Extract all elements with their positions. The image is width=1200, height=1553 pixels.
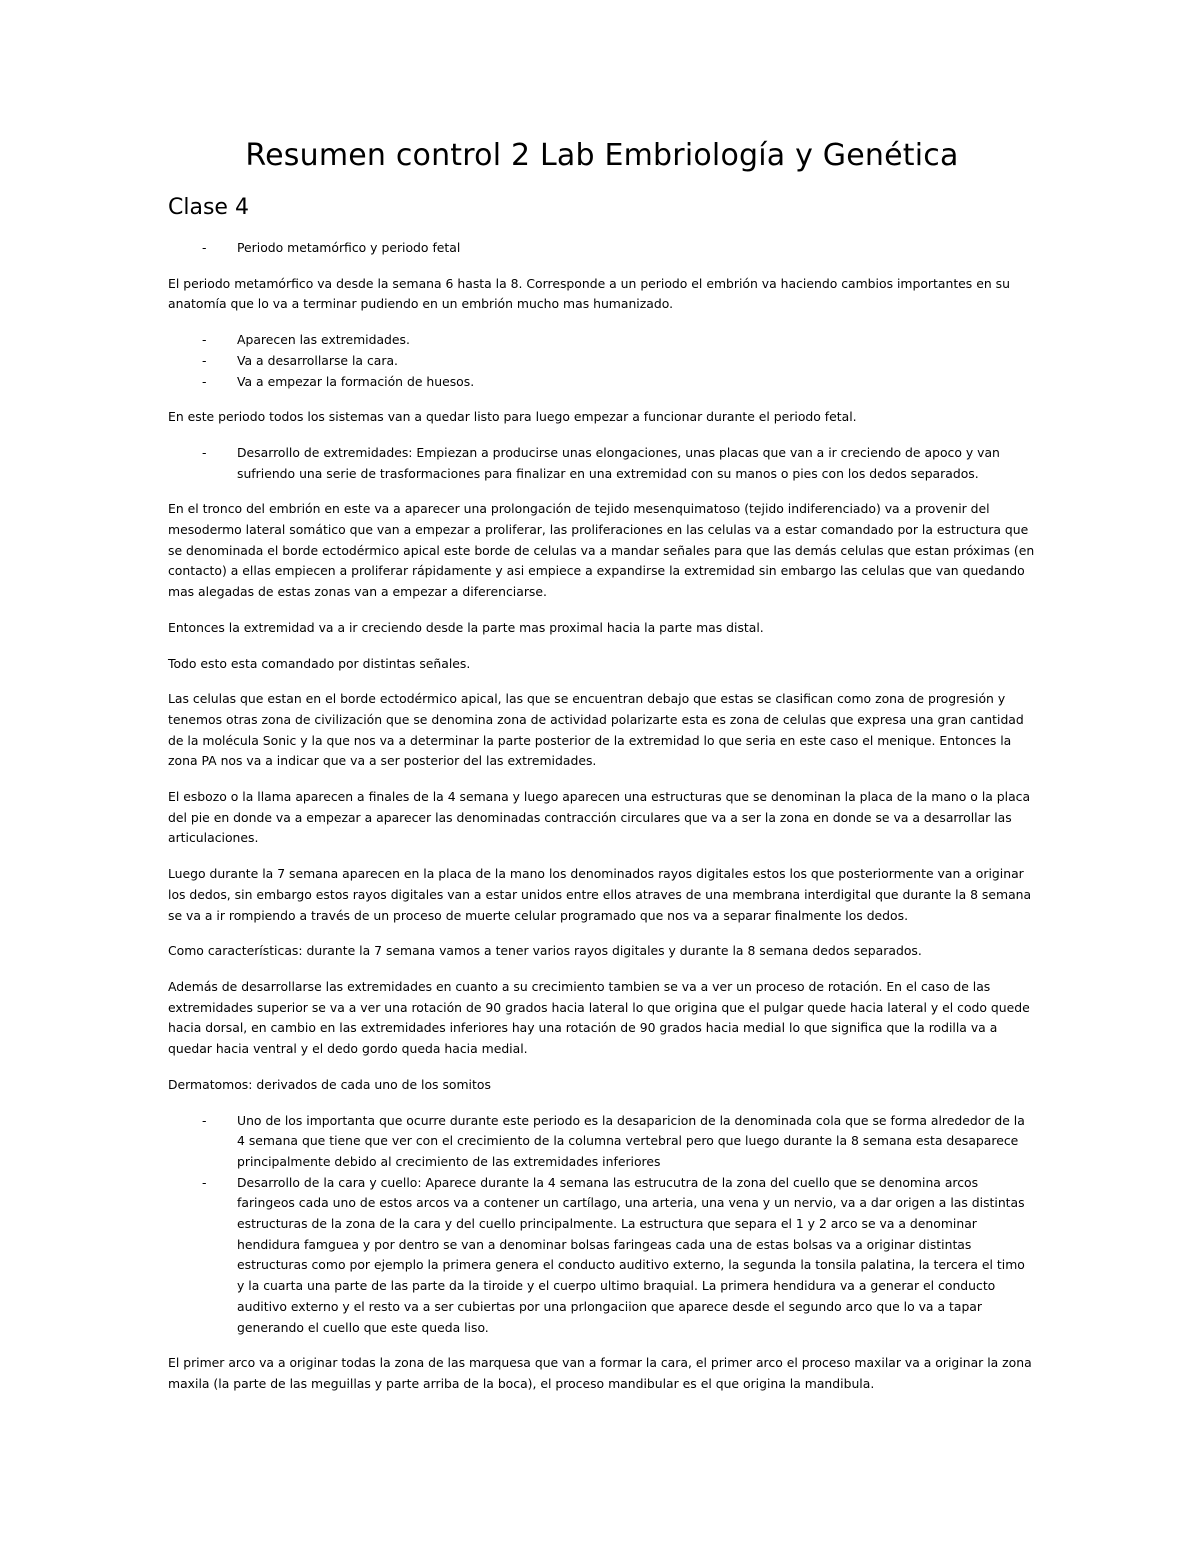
bullet-dash: -: [202, 373, 207, 389]
list-item-text: Desarrollo de extremidades: Empiezan a producirse unas elongaciones, unas placas que van a ir creciendo de apoco y van sufriendo una serie de trasformaciones para finalizar en una extremidad con su manos o pies con los dedos separados.: [237, 444, 1000, 481]
paragraph: Luego durante la 7 semana aparecen en la placa de la mano los denominados rayos digitales estos los que posteriormente van a originar los dedos, sin embargo estos rayos digitales van a estar unidos entre ellos atraves de una membrana interdigital que durante la 8 semana se va a ir rompiendo a través de un proceso de muerte celular programado que nos va a separar finalmente los dedos.: [168, 866, 1032, 923]
paragraph: Todo esto esta comandado por distintas señales.: [168, 655, 471, 671]
bullet-list: [168, 443, 1036, 484]
list-item-text: Va a desarrollarse la cara.: [237, 352, 398, 368]
paragraph: Como características: durante la 7 semana vamos a tener varios rayos digitales y durante la 8 semana dedos separados.: [168, 943, 922, 959]
bullet-dash: -: [202, 1174, 207, 1190]
list-item-text: Periodo metamórfico y periodo fetal: [237, 240, 461, 255]
paragraph: En este periodo todos los sistemas van a quedar listo para luego empezar a funcionar durante el periodo fetal.: [168, 409, 857, 425]
list-item: [168, 1173, 1036, 1339]
list-item-text: Uno de los importanta que ocurre durante este periodo es la desaparicion de la denominada cola que se forma alrededor de la 4 semana que tiene que ver con el crecimiento de la columna vertebral pero que luego durante la 8 semana esta desaparece principalmente debido al crecimiento de las extremidades inferiores: [237, 1112, 1025, 1169]
section-heading: Clase 4: [168, 195, 249, 220]
list-item: [168, 351, 1036, 372]
list-item-text: Va a empezar la formación de huesos.: [237, 373, 475, 389]
bullet-list: [168, 330, 1036, 392]
bullet-dash: -: [202, 332, 207, 348]
list-item: [168, 372, 1036, 393]
paragraph: Entonces la extremidad va a ir creciendo desde la parte mas proximal hacia la parte mas distal.: [168, 619, 764, 635]
paragraph: En el tronco del embrión en este va a aparecer una prolongación de tejido mesenquimatoso (tejido indiferenciado) va a provenir del mesodermo lateral somático que van a empezar a proliferar, las proliferaciones en las celulas va a estar comandado por la estructura que se denominada el borde ectodérmico apical este borde de celulas va a mandar señales para que las demás celulas que estan próximas (en contacto) a ellas empiecen a proliferar rápidamente y asi empiece a expandirse la extremidad sin embargo las celulas que van quedando mas alegadas de estas zonas van a empezar a diferenciarse.: [168, 501, 1035, 600]
bullet-dash: -: [202, 240, 207, 255]
list-item: [168, 443, 1036, 484]
document-title: Resumen control 2 Lab Embriología y Genética: [245, 138, 959, 173]
list-item: [168, 1111, 1036, 1173]
paragraph: El esbozo o la llama aparecen a finales de la 4 semana y luego aparecen una estructuras que se denominan la placa de la mano o la placa del pie en donde va a empezar a aparecer las denominadas contracción circulares que va a ser la zona en donde se va a desarrollar las articulaciones.: [168, 789, 1031, 846]
paragraph: El periodo metamórfico va desde la semana 6 hasta la 8. Corresponde a un periodo el embrión va haciendo cambios importantes en su anatomía que lo va a terminar pudiendo en un embrión mucho mas humanizado.: [168, 275, 1010, 312]
bullet-list: [168, 1111, 1036, 1339]
bullet-dash: -: [202, 444, 207, 460]
bullet-dash: -: [202, 1112, 207, 1128]
bullet-dash: -: [202, 352, 207, 368]
document-body: [168, 238, 1036, 1410]
list-item-text: Desarrollo de la cara y cuello: Aparece durante la 4 semana las estrucutra de la zona del cuello que se denomina arcos faringeos cada uno de estos arcos va a contener un cartílago, una arteria, una vena y un nervio, va a dar origen a las distintas estructuras de la zona de la cara y del cuello principalmente. La estructura que separa el 1 y 2 arco se va a denominar hendidura famguea y por dentro se van a denominar bolsas faringeas cada una de estas bolsas va a originar distintas estructuras como por ejemplo la primera genera el conducto auditivo externo, la segunda la tonsila palatina, la tercera el timo y la cuarta una parte de las parte da la tiroide y el cuerpo ultimo braquial. La primera hendidura va a generar el conducto auditivo externo y el resto va a ser cubiertas por una prlongaciion que aparece desde el segundo arco que lo va a tapar generando el cuello que este queda liso.: [237, 1174, 1025, 1335]
paragraph: Dermatomos: derivados de cada uno de los somitos: [168, 1076, 491, 1092]
paragraph: Las celulas que estan en el borde ectodérmico apical, las que se encuentran debajo que estas se clasifican como zona de progresión y tenemos otras zona de civilización que se denomina zona de actividad polarizarte esta es zona de celulas que expresa una gran cantidad de la molécula Sonic y la que nos va a determinar la parte posterior de la extremidad lo que seria en este caso el menique. Entonces la zona PA nos va a indicar que va a ser posterior del las extremidades.: [168, 691, 1024, 769]
list-item: [168, 238, 1036, 259]
paragraph: Además de desarrollarse las extremidades en cuanto a su crecimiento tambien se va a ver un proceso de rotación. En el caso de las extremidades superior se va a ver una rotación de 90 grados hacia lateral lo que origina que el pulgar quede hacia lateral y el codo quede hacia dorsal, en cambio en las extremidades inferiores hay una rotación de 90 grados hacia medial lo que significa que la rodilla va a quedar hacia ventral y el dedo gordo queda hacia medial.: [168, 978, 1030, 1057]
list-item: [168, 330, 1036, 351]
list-item-text: Aparecen las extremidades.: [237, 332, 410, 348]
paragraph: El primer arco va a originar todas la zona de las marquesa que van a formar la cara, el primer arco el proceso maxilar va a originar la zona maxila (la parte de las meguillas y parte arriba de la boca), el proceso mandibular es el que origina la mandibula.: [168, 1355, 1032, 1391]
bullet-list: [168, 238, 1036, 259]
